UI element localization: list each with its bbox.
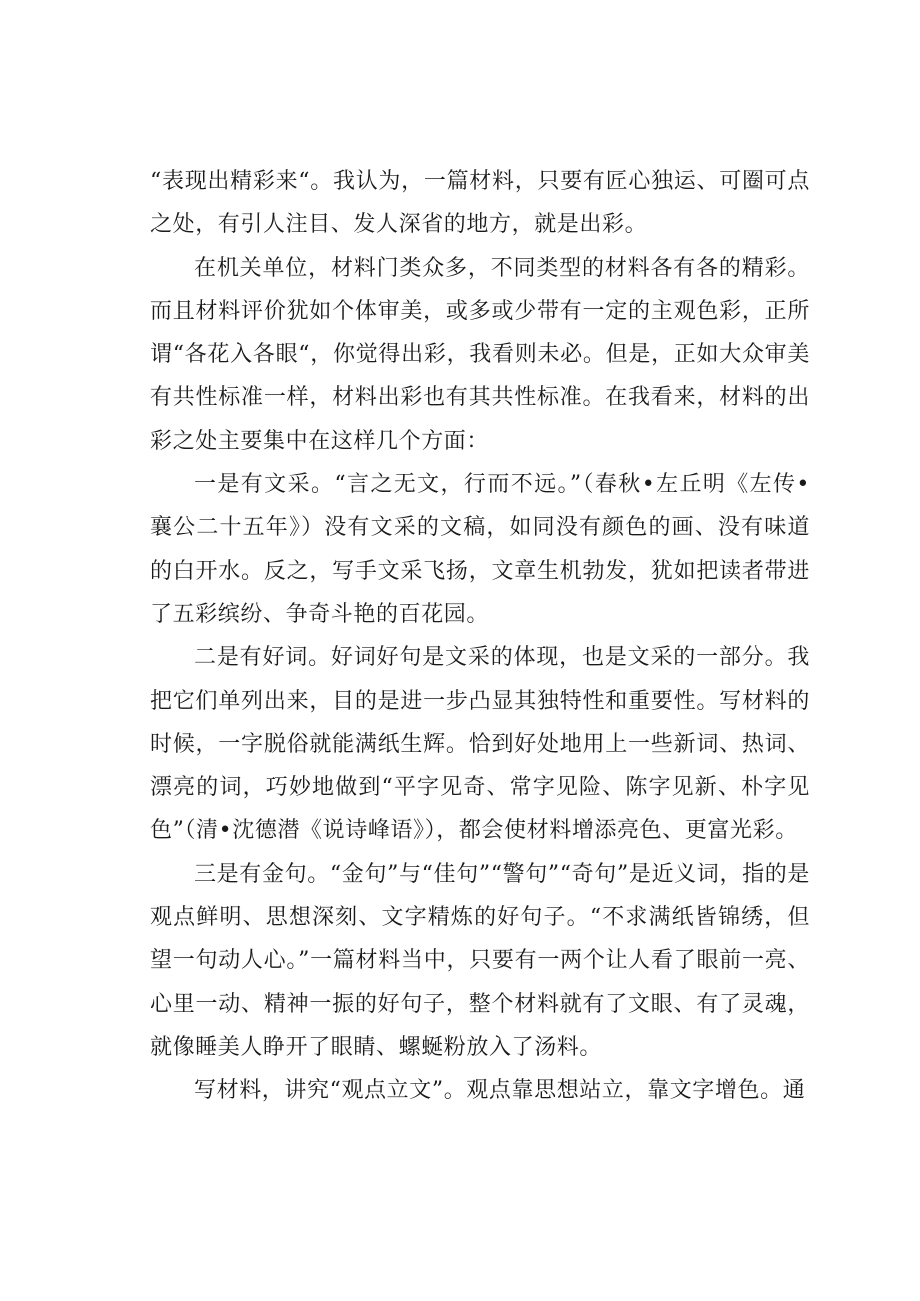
paragraph-2: 在机关单位，材料门类众多，不同类型的材料各有各的精彩。而且材料评价犹如个体审美，或多或少带有一定的主观色彩，正所谓“各花入各眼“，你觉得出彩，我看则未必。但是，正如大众审美有共性标准一样，材料出彩也有其共性标准。在我看来，材料的出彩之处主要集中在这样几个方面： <box>150 255 810 454</box>
paragraph-3: 一是有文采。“言之无文，行而不远。”（春秋•左丘明《左传•襄公二十五年》）没有文采的文稿，如同没有颜色的画、没有味道的白开水。反之，写手文采飞扬，文章生机勃发，犹如把读者带进了五彩缤纷、争奇斗艳的百花园。 <box>150 472 810 627</box>
paragraph-6: 写材料，讲究“观点立文”。观点靠思想站立，靠文字增色。通 <box>194 1078 806 1104</box>
body-text <box>150 160 810 1113</box>
paragraph-5: 三是有金句。“金句”与“佳句”“警句”“奇句”是近义词，指的是观点鲜明、思想深刻、文字精炼的好句子。“不求满纸皆锦绣，但望一句动人心。”一篇材料当中，只要有一两个让人看了眼前一亮、心里一动、精神一振的好句子，整个材料就有了文眼、有了灵魂，就像睡美人睁开了眼睛、螺蜒粉放入了汤料。 <box>150 861 810 1060</box>
paragraph-1: “表现出精彩来“。我认为，一篇材料，只要有匠心独运、可圈可点之处，有引人注目、发人深省的地方，就是出彩。 <box>150 169 810 238</box>
paragraph-4: 二是有好词。好词好句是文采的体现，也是文采的一部分。我把它们单列出来，目的是进一步凸显其独特性和重要性。写材料的时候，一字脱俗就能满纸生辉。恰到好处地用上一些新词、热词、漂亮的词，巧妙地做到“平字见奇、常字见险、陈字见新、朴字见色”（清•沈德潜《说诗峰语》），都会使材料增添亮色、更富光彩。 <box>150 645 810 844</box>
